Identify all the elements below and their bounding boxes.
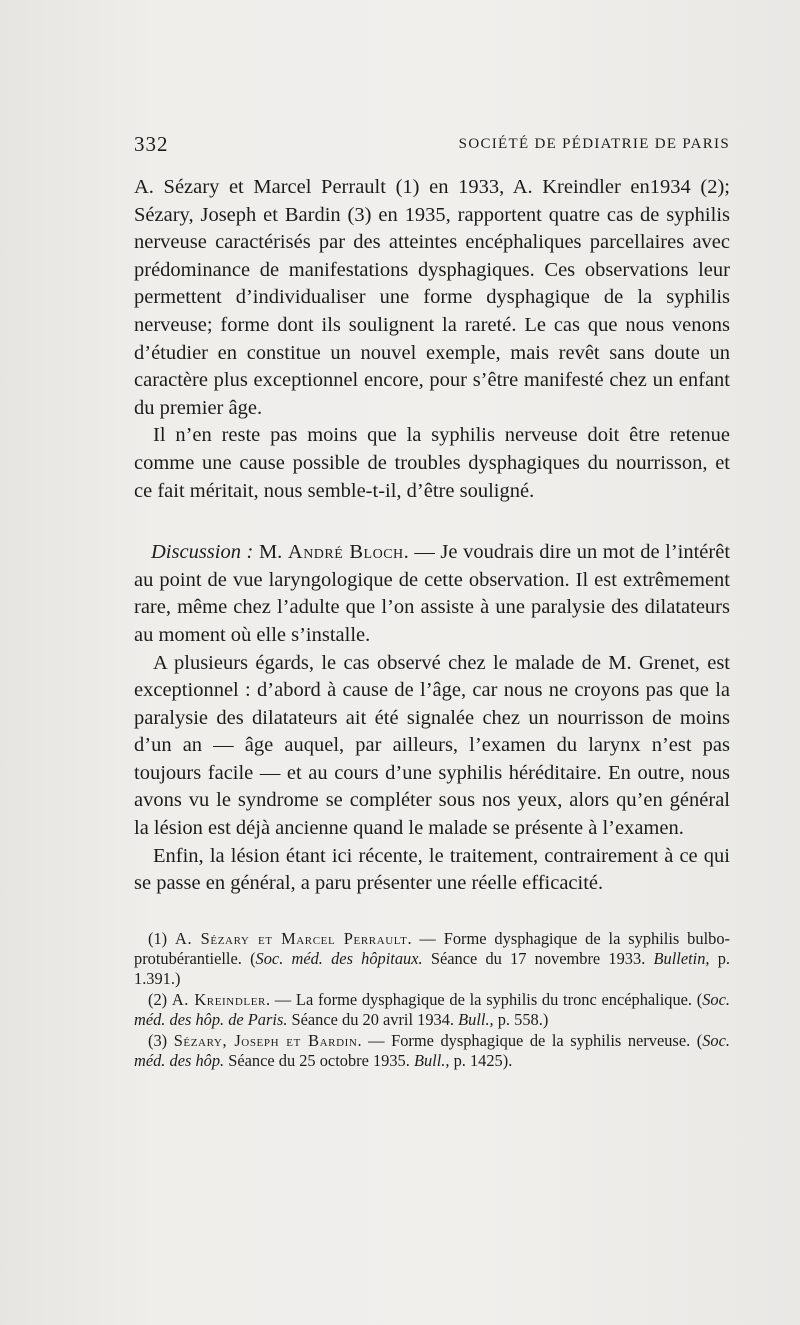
page-number: 332 bbox=[134, 132, 169, 156]
footnote-pages: p. 1.391.) bbox=[134, 949, 730, 988]
footnote-bulletin: Bull., bbox=[413, 1051, 450, 1070]
footnote-marker: (1) bbox=[148, 929, 168, 948]
footnote-authors: A. Sézary et Marcel Perrault bbox=[175, 929, 408, 948]
footnotes bbox=[134, 929, 730, 1072]
footnote-bulletin: Bull., bbox=[458, 1010, 494, 1029]
footnote-marker: (2) bbox=[148, 990, 168, 1009]
paragraph-1: A. Sézary et Marcel Perrault (1) en 1933, A. Kreindler en1934 (2); Sézary, Joseph et Bardin (3) en 1935, rapportent quatre cas de syphilis nerveuse caractérisés par des atteintes encéphaliques parcellaires avec prédominance de manifestations dysphagiques. Ces observations leur permettent d’individualiser une forme dysphagique de la syphilis nerveuse; forme dont ils soulignent la rareté. Le cas que nous venons d’étudier en constitue un nouvel exemple, mais revêt sans doute un caractère plus exceptionnel encore, pour s’être manifesté chez un enfant du premier âge. bbox=[134, 176, 730, 419]
footnote-authors: Sézary, Joseph et Bardin bbox=[173, 1031, 358, 1050]
footnote-detail: Séance du 20 avril 1934. bbox=[287, 1010, 459, 1029]
footnote-text: . — Forme dysphagique de la syphilis nerveuse. ( bbox=[357, 1031, 703, 1050]
footnote-authors: A. Kreindler bbox=[171, 990, 266, 1009]
footnote-2 bbox=[134, 990, 730, 1030]
page-header bbox=[134, 132, 730, 156]
footnote-source: Soc. méd. des hôp. de Paris. bbox=[134, 990, 730, 1029]
running-head: SOCIÉTÉ DE PÉDIATRIE DE PARIS bbox=[458, 136, 730, 152]
speaker-prefix: M. bbox=[258, 541, 283, 564]
body-text bbox=[134, 174, 730, 898]
speaker-name: André Bloch bbox=[287, 541, 404, 564]
footnote-text: . — Forme dysphagique de la syphilis bulbo-protubérantielle. ( bbox=[134, 929, 730, 968]
footnote-3 bbox=[134, 1031, 730, 1071]
footnote-1 bbox=[134, 929, 730, 989]
footnote-source: Soc. méd. des hôpitaux. bbox=[255, 949, 423, 968]
footnote-pages: p. 558.) bbox=[493, 1010, 549, 1029]
paragraph-2: Il n’en reste pas moins que la syphilis nerveuse doit être retenue comme une cause possible de troubles dysphagiques du nourrisson, et ce fait méritait, nous semble-t-il, d’être souligné. bbox=[134, 424, 730, 502]
footnote-detail: Séance du 25 octobre 1935. bbox=[224, 1051, 414, 1070]
footnote-bulletin: Bulletin, bbox=[653, 949, 710, 968]
footnote-marker: (3) bbox=[148, 1031, 168, 1050]
paragraph-4: A plusieurs égards, le cas observé chez le malade de M. Grenet, est exceptionnel : d’abord à cause de l’âge, car nous ne croyons pas que la paralysie des dilatateurs ait été signalée chez un nourrisson de moins d’un an — âge auquel, par ailleurs, l’examen du larynx n’est pas toujours facile — et au cours d’une syphilis héréditaire. En outre, nous avons vu le syndrome se compléter sous nos yeux, alors qu’en général la lésion est déjà ancienne quand le malade se présente à l’examen. bbox=[134, 651, 730, 840]
discussion-paragraph bbox=[134, 539, 730, 649]
footnote-source: Soc. méd. des hôp. bbox=[134, 1031, 730, 1070]
discussion-text: . — Je voudrais dire un mot de l’intérêt au point de vue laryngologique de cette observation. Il est extrêmement rare, même chez l’adulte que l’on assiste à une paralysie des dilatateurs au moment où elle s’installe. bbox=[134, 541, 731, 646]
footnote-detail: Séance du 17 novembre 1933. bbox=[422, 949, 654, 968]
footnote-pages: p. 1425). bbox=[449, 1051, 513, 1070]
discussion-label: Discussion : bbox=[151, 541, 254, 564]
paragraph-5: Enfin, la lésion étant ici récente, le traitement, contrairement à ce qui se passe en général, a paru présenter une réelle efficacité. bbox=[134, 844, 730, 895]
footnote-text: . — La forme dysphagique de la syphilis du tronc encéphalique. ( bbox=[265, 990, 703, 1009]
